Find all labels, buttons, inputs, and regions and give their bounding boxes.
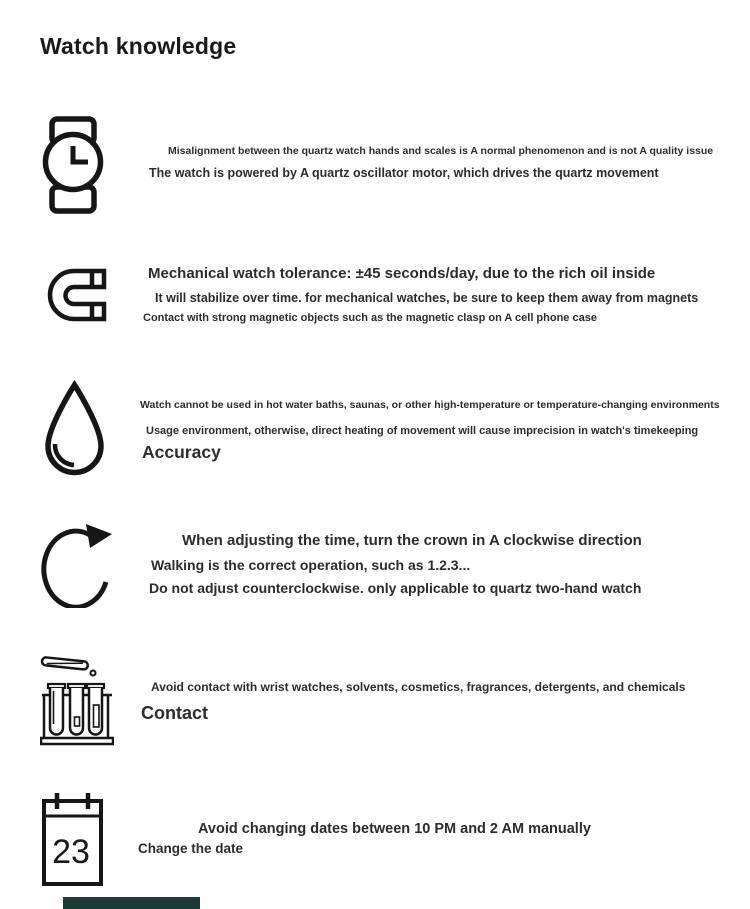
calendar-icon: [42, 793, 104, 887]
section2-line3: Contact with strong magnetic objects such as the magnetic clasp on A cell phone case: [143, 312, 597, 324]
section4-line3: Do not adjust counterclockwise. only applicable to quartz two-hand watch: [149, 580, 642, 596]
clockwise-arrow-icon: [40, 522, 112, 608]
section3-line2: Usage environment, otherwise, direct heating of movement will cause imprecision in watch's timekeeping: [146, 425, 699, 437]
section5-line1: Avoid contact with wrist watches, solvents, cosmetics, fragrances, detergents, and chemicals: [151, 680, 686, 694]
footer-bar-partial: [63, 897, 200, 909]
page-title: Watch knowledge: [40, 33, 237, 59]
calendar-day-number: 23: [52, 833, 90, 871]
section1-line2: The watch is powered by A quartz oscillator motor, which drives the quartz movement: [149, 166, 659, 180]
quartz-watch-icon: [40, 115, 106, 215]
section5-heading-contact: Contact: [141, 703, 208, 723]
magnet-icon: [42, 267, 108, 323]
section3-line1: Watch cannot be used in hot water baths, saunas, or other high-temperature or temperature-changing environments: [140, 399, 720, 411]
water-drop-icon: [41, 380, 108, 477]
section6-line2: Change the date: [138, 841, 244, 856]
section1-line1: Misalignment between the quartz watch hands and scales is A normal phenomenon and is not A quality issue: [168, 145, 714, 157]
section2-line2: It will stabilize over time. for mechanical watches, be sure to keep them away from magnets: [155, 291, 699, 305]
section4-line1: When adjusting the time, turn the crown in A clockwise direction: [182, 532, 642, 549]
section2-line1: Mechanical watch tolerance: ±45 seconds/day, due to the rich oil inside: [148, 265, 656, 282]
section6-line1: Avoid changing dates between 10 PM and 2 AM manually: [198, 821, 591, 837]
section3-heading-accuracy: Accuracy: [142, 442, 221, 462]
test-tubes-icon: [40, 645, 114, 746]
section4-line2: Walking is the correct operation, such as 1.2.3...: [151, 557, 471, 573]
